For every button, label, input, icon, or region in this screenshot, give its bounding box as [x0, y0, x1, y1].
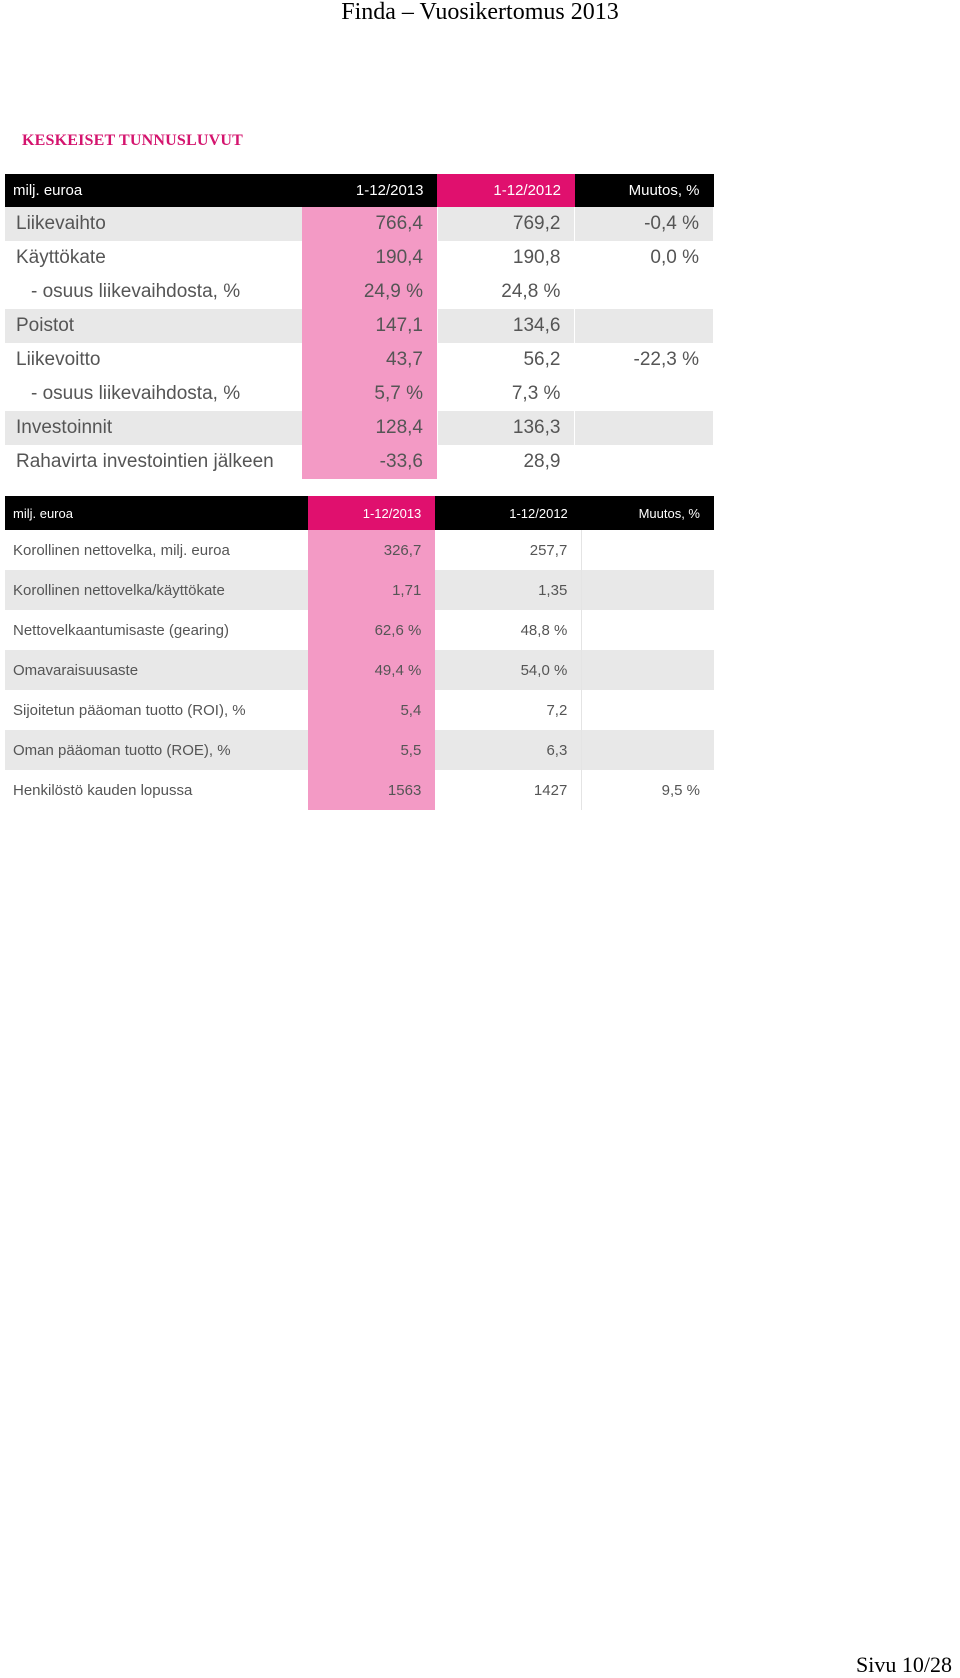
table-row	[5, 241, 714, 275]
value-change: 0,0 %	[575, 241, 714, 275]
value-change	[582, 730, 714, 770]
value-2012: 56,2	[437, 343, 574, 377]
value-change	[575, 275, 714, 309]
row-label: Henkilöstö kauden lopussa	[13, 781, 193, 799]
table-row	[5, 343, 714, 377]
row-label: Poistot	[5, 309, 302, 343]
column-header-change: Muutos, %	[575, 174, 714, 207]
value-2012: 1427	[435, 770, 582, 810]
table-row	[5, 377, 714, 411]
table-row	[5, 207, 714, 241]
value-2012: 48,8 %	[435, 610, 582, 650]
value-change	[575, 309, 714, 343]
row-label: Korollinen nettovelka/käyttökate	[5, 570, 308, 610]
row-label: Liikevaihto	[5, 207, 302, 241]
value-2012: 257,7	[435, 530, 582, 570]
row-label: Omavaraisuusaste	[5, 650, 308, 690]
key-figures-table	[5, 174, 714, 479]
value-change	[575, 377, 714, 411]
column-header-unit: milj. euroa	[5, 174, 302, 207]
value-2013: 5,4	[308, 690, 435, 730]
value-2013: -33,6	[302, 445, 437, 479]
row-label: - osuus liikevaihdosta, %	[31, 383, 241, 404]
value-2013: 62,6 %	[308, 610, 435, 650]
value-change	[582, 690, 714, 730]
column-header-2012: 1-12/2012	[435, 496, 582, 530]
column-header-2012: 1-12/2012	[437, 174, 574, 207]
value-2013: 5,7 %	[302, 377, 437, 411]
row-label: Oman pääoman tuotto (ROE), %	[5, 730, 308, 770]
value-change: -0,4 %	[575, 207, 714, 241]
value-2013: 190,4	[302, 241, 437, 275]
value-change	[582, 570, 714, 610]
value-2013: 326,7	[308, 530, 435, 570]
table-row	[5, 650, 714, 690]
table-row	[5, 445, 714, 479]
table-row	[5, 411, 714, 445]
column-header-unit: milj. euroa	[5, 496, 308, 530]
value-2013: 1,71	[308, 570, 435, 610]
table-row	[5, 770, 714, 810]
row-label: Käyttökate	[16, 247, 106, 268]
table-row	[5, 530, 714, 570]
section-title: KESKEISET TUNNUSLUVUT	[22, 132, 244, 149]
value-change: 9,5 %	[661, 781, 700, 799]
row-label: Sijoitetun pääoman tuotto (ROI), %	[13, 701, 246, 719]
value-2012: 6,3	[435, 730, 582, 770]
value-2012: 190,8	[437, 241, 574, 275]
value-2013: 5,5	[308, 730, 435, 770]
table-row	[5, 275, 714, 309]
row-label: Nettovelkaantumisaste (gearing)	[13, 621, 229, 639]
row-label: Investoinnit	[5, 411, 302, 445]
value-2013: 766,4	[302, 207, 437, 241]
value-2013: 49,4 %	[308, 650, 435, 690]
value-2012: 24,8 %	[437, 275, 574, 309]
value-change	[575, 445, 714, 479]
value-2012: 769,2	[437, 207, 574, 241]
value-change	[582, 650, 714, 690]
value-change	[582, 610, 714, 650]
balance-figures-table	[5, 496, 714, 810]
column-header-2013: 1-12/2013	[302, 174, 437, 207]
row-label: Korollinen nettovelka, milj. euroa	[13, 541, 230, 559]
table-row	[5, 610, 714, 650]
value-2012: 54,0 %	[435, 650, 582, 690]
table-row	[5, 570, 714, 610]
value-2012: 7,2	[435, 690, 582, 730]
value-change	[575, 411, 714, 445]
page-header: Finda – Vuosikertomus 2013	[341, 0, 619, 25]
value-2013: 43,7	[302, 343, 437, 377]
row-label: - osuus liikevaihdosta, %	[31, 281, 241, 302]
value-2012: 1,35	[435, 570, 582, 610]
page-number: Sivu 10/28	[856, 1652, 952, 1677]
value-2012: 7,3 %	[437, 377, 574, 411]
value-2013: 1563	[308, 770, 435, 810]
value-2013: 24,9 %	[302, 275, 437, 309]
value-2013: 147,1	[302, 309, 437, 343]
value-2013: 128,4	[302, 411, 437, 445]
column-header-change: Muutos, %	[582, 496, 714, 530]
table-row	[5, 730, 714, 770]
table-row	[5, 690, 714, 730]
table-header-row	[5, 496, 714, 530]
table-header-row	[5, 174, 714, 207]
value-change	[582, 530, 714, 570]
table-row	[5, 309, 714, 343]
column-header-2013: 1-12/2013	[308, 496, 435, 530]
row-label: Liikevoitto	[16, 349, 101, 370]
value-change: -22,3 %	[575, 343, 714, 377]
value-2012: 136,3	[437, 411, 574, 445]
row-label: Rahavirta investointien jälkeen	[16, 451, 274, 472]
value-2012: 28,9	[437, 445, 574, 479]
value-2012: 134,6	[437, 309, 574, 343]
